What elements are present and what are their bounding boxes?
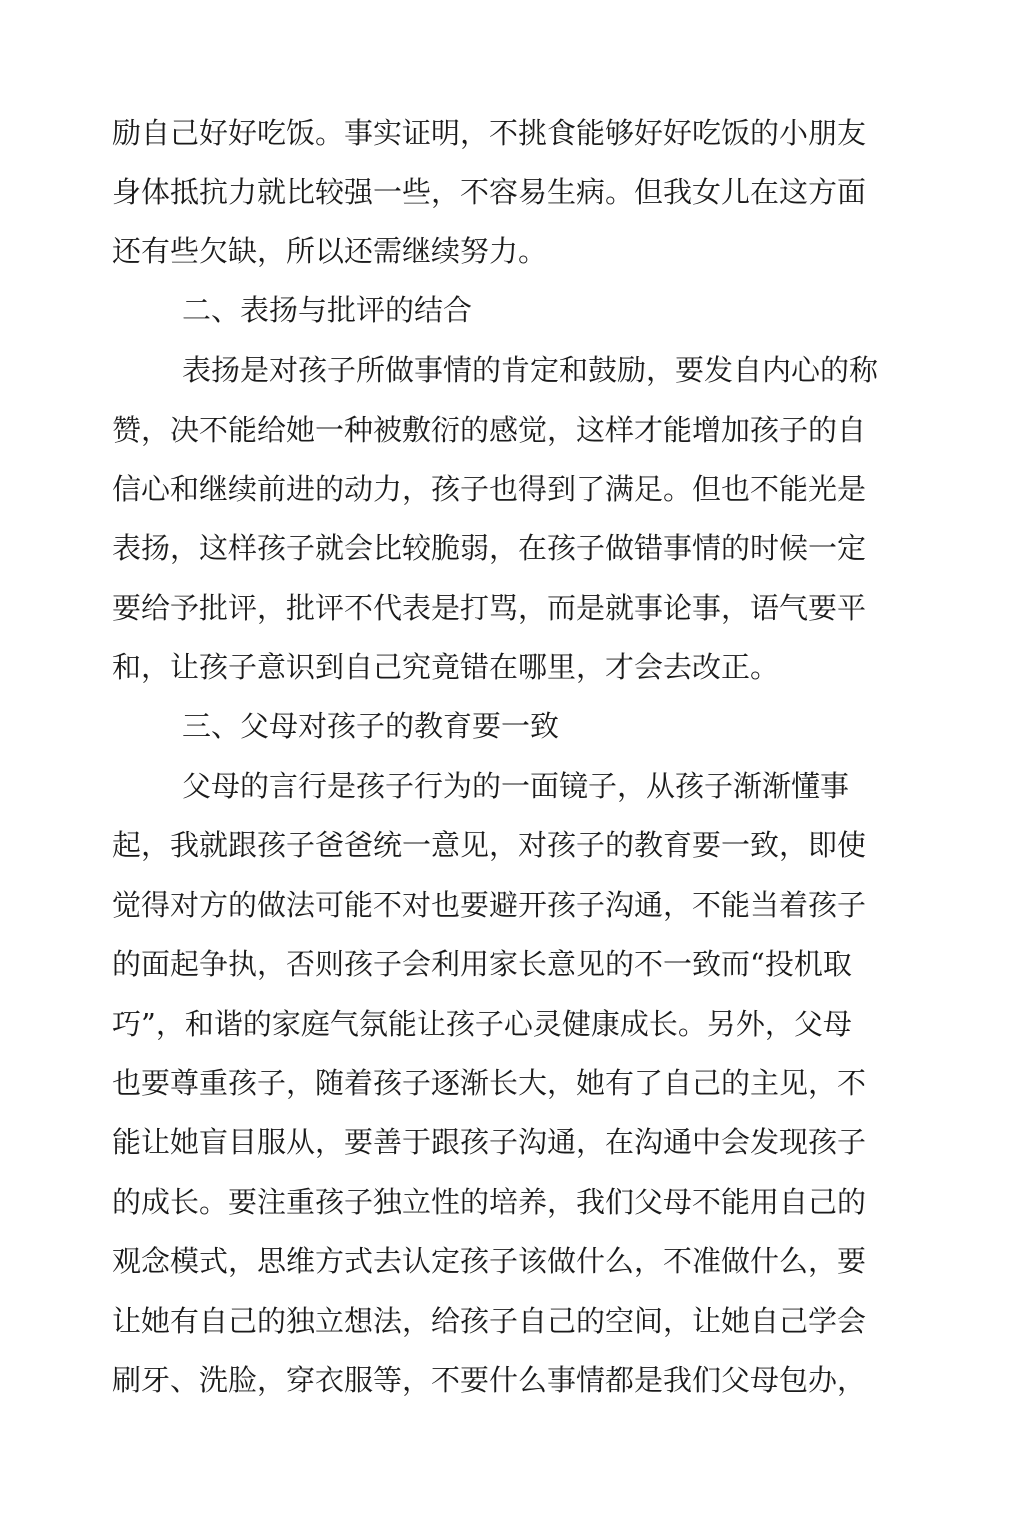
text-line-12: 父母的言行是孩子行为的一面镜子，从孩子渐渐懂事 bbox=[182, 769, 850, 803]
text-line-13: 起，我就跟孩子爸爸统一意见，对孩子的教育要一致，即使 bbox=[112, 828, 867, 862]
text-line-22: 刷牙、洗脸，穿衣服等，不要什么事情都是我们父母包办， bbox=[112, 1363, 867, 1397]
text-line-19: 的成长。要注重孩子独立性的培养，我们父母不能用自己的 bbox=[112, 1185, 867, 1219]
text-line-2: 身体抵抗力就比较强一些，不容易生病。但我女儿在这方面 bbox=[112, 175, 867, 209]
text-line-18: 能让她盲目服从，要善于跟孩子沟通，在沟通中会发现孩子 bbox=[112, 1125, 867, 1159]
text-line-9: 要给予批评，批评不代表是打骂，而是就事论事，语气要平 bbox=[112, 591, 867, 625]
text-line-7: 信心和继续前进的动力，孩子也得到了满足。但也不能光是 bbox=[112, 472, 867, 506]
section-heading-3: 三、父母对孩子的教育要一致 bbox=[182, 709, 560, 743]
text-line-8: 表扬，这样孩子就会比较脆弱，在孩子做错事情的时候一定 bbox=[112, 531, 867, 565]
text-line-10: 和，让孩子意识到自己究竟错在哪里，才会去改正。 bbox=[112, 650, 780, 684]
text-line-1: 励自己好好吃饭。事实证明，不挑食能够好好吃饭的小朋友 bbox=[112, 116, 867, 150]
text-line-21: 让她有自己的独立想法，给孩子自己的空间，让她自己学会 bbox=[112, 1304, 867, 1338]
text-line-15: 的面起争执，否则孩子会利用家长意见的不一致而“投机取 bbox=[112, 947, 852, 981]
section-heading-2: 二、表扬与批评的结合 bbox=[182, 293, 473, 327]
text-line-14: 觉得对方的做法可能不对也要避开孩子沟通，不能当着孩子 bbox=[112, 888, 867, 922]
text-line-3: 还有些欠缺，所以还需继续努力。 bbox=[112, 234, 548, 268]
text-line-6: 赞，决不能给她一种被敷衍的感觉，这样才能增加孩子的自 bbox=[112, 413, 867, 447]
text-line-5: 表扬是对孩子所做事情的肯定和鼓励，要发自内心的称 bbox=[182, 353, 879, 387]
text-line-20: 观念模式，思维方式去认定孩子该做什么，不准做什么，要 bbox=[112, 1244, 867, 1278]
text-line-17: 也要尊重孩子，随着孩子逐渐长大，她有了自己的主见，不 bbox=[112, 1066, 867, 1100]
text-line-16: 巧”，和谐的家庭气氛能让孩子心灵健康成长。另外，父母 bbox=[112, 1007, 852, 1041]
